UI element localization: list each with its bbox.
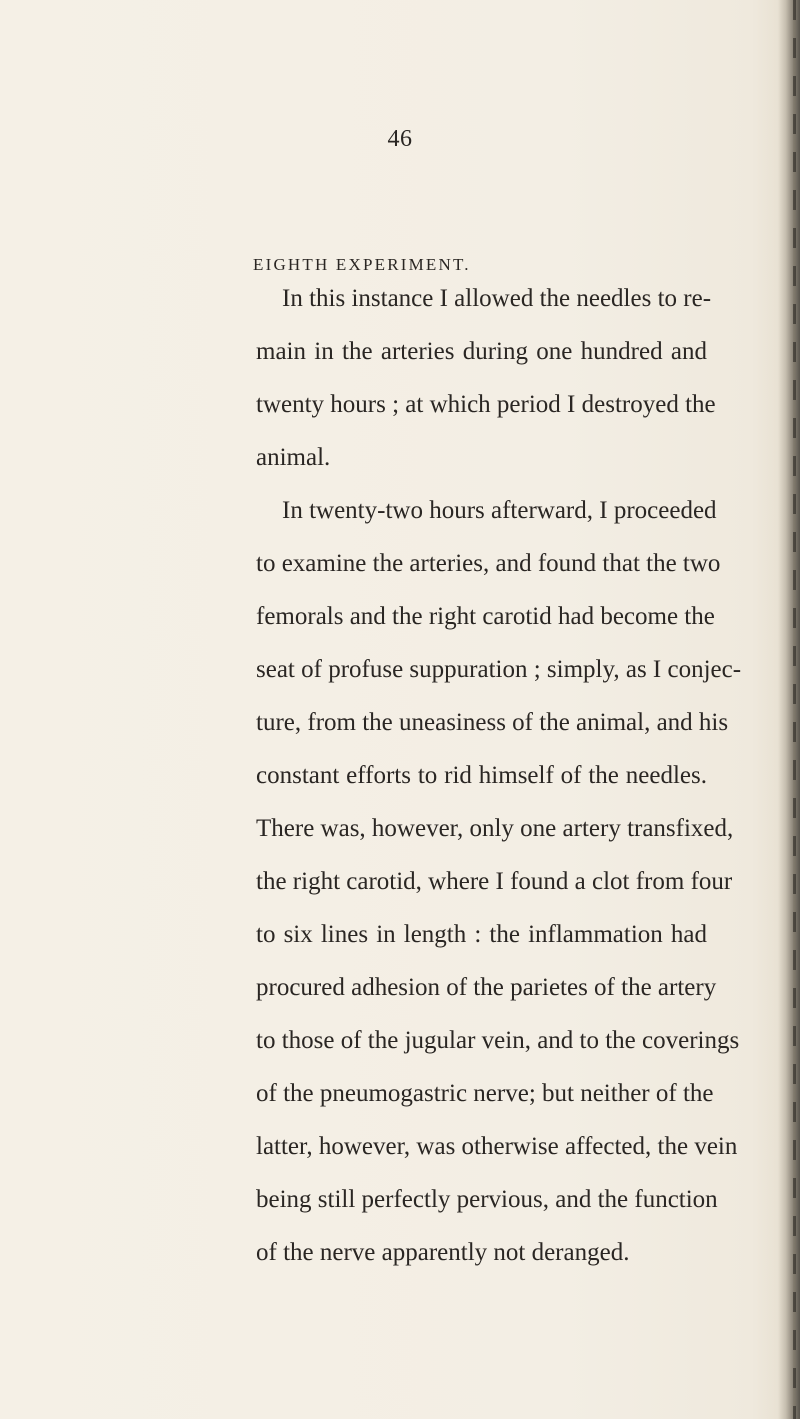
page-binding-edge bbox=[778, 0, 800, 1419]
text-line: constant efforts to rid himself of the needles. bbox=[256, 762, 707, 789]
text-line: of the nerve apparently not deranged. bbox=[256, 1239, 630, 1266]
text-line: being still perfectly pervious, and the function bbox=[256, 1186, 718, 1213]
text-line: latter, however, was otherwise affected, the vein bbox=[256, 1133, 738, 1160]
text-line: to examine the arteries, and found that the two bbox=[256, 550, 721, 577]
text-line: procured adhesion of the parietes of the artery bbox=[256, 974, 717, 1001]
text-line: ture, from the uneasiness of the animal, and his bbox=[256, 709, 729, 736]
text-line: femorals and the right carotid had become the bbox=[256, 603, 715, 630]
text-line: of the pneumogastric nerve; but neither of the bbox=[256, 1080, 714, 1107]
text-line: seat of profuse suppuration ; simply, as I conjec- bbox=[256, 656, 742, 683]
text-line: animal. bbox=[256, 444, 331, 471]
text-line: twenty hours ; at which period I destroyed the bbox=[256, 391, 716, 418]
text-line: In twenty-two hours afterward, I proceeded bbox=[282, 497, 717, 524]
text-line: the right carotid, where I found a clot from four bbox=[256, 868, 733, 895]
page-number: 46 bbox=[387, 126, 413, 152]
text-line: main in the arteries during one hundred and bbox=[256, 338, 707, 365]
text-line: In this instance I allowed the needles to re- bbox=[282, 285, 712, 312]
text-line: to six lines in length : the inflammation had bbox=[256, 921, 707, 948]
section-heading: EIGHTH EXPERIMENT. bbox=[253, 255, 471, 274]
text-line: There was, however, only one artery transfixed, bbox=[256, 815, 734, 842]
text-line: to those of the jugular vein, and to the coverings bbox=[256, 1027, 740, 1054]
